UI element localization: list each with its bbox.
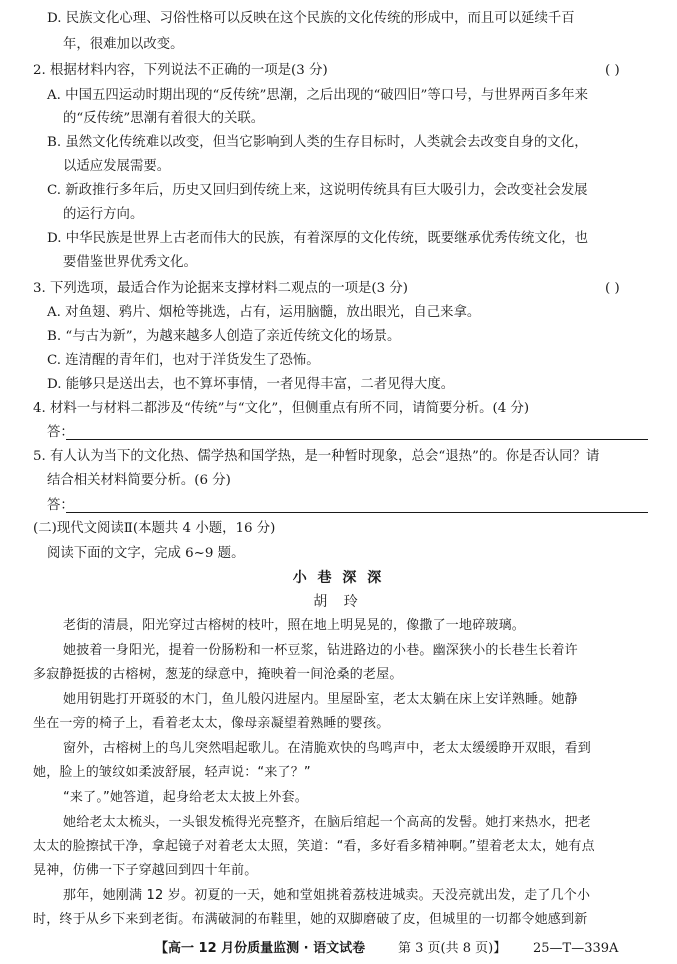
- question-5-stem-line1: 5. 有人认为当下的文化热、儒学热和国学热，是一种暂时现象，总会“退热”的。你是否认同？请: [33, 449, 600, 464]
- story-author: 胡 玲: [313, 594, 364, 610]
- question-3-stem: 3. 下列选项，最适合作为论据来支撑材料二观点的一项是(3 分): [33, 281, 409, 296]
- q2-option-d-line1: D. 中华民族是世界上古老而伟大的民族，有着深厚的文化传统，既要继承优秀传统文化，也: [47, 231, 589, 246]
- question-4-answer-label: 答：: [47, 425, 74, 440]
- story-paragraph-6-line2: 太太的脸擦拭干净，拿起镜子对着老太太照，笑道：“看，多好看多精神啊。”望着老太太，她有点: [33, 839, 595, 854]
- q3-option-b: B. “与古为新”，为越来越多人创造了亲近传统文化的场景。: [47, 329, 401, 344]
- story-paragraph-2-line2: 多寂静挺拔的古榕树，葱茏的绿意中，掩映着一间沧桑的老屋。: [33, 667, 403, 682]
- q2-option-a-line2: 的“反传统”思潮有着很大的关联。: [63, 111, 265, 126]
- question-5-stem-line2: 结合相关材料简要分析。(6 分): [47, 473, 231, 488]
- q3-option-a: A. 对鱼翅、鸦片、烟枪等挑选，占有，运用脑髓，放出眼光，自己来拿。: [47, 305, 481, 320]
- q2-option-b-line1: B. 虽然文化传统难以改变，但当它影响到人类的生存目标时，人类就会去改变自身的文化，: [47, 135, 588, 150]
- question-5-answer-label: 答：: [47, 498, 74, 513]
- story-paragraph-6-line1: 她给老太太梳头，一头银发梳得光亮整齐，在脑后绾起一个高高的发髻。她打来热水，把老: [63, 815, 592, 830]
- q2-option-c-line1: C. 新政推行多年后，历史又回归到传统上来，这说明传统具有巨大吸引力，会改变社会发展: [47, 183, 588, 198]
- question-4-answer-line[interactable]: [66, 439, 648, 440]
- story-paragraph-7-line2: 时，终于从乡下来到老街。布满破洞的布鞋里，她的双脚磨破了皮，但城里的一切都令她感到新: [33, 912, 588, 927]
- question-2-answer-bracket: ( ): [605, 63, 620, 78]
- story-paragraph-4-line2: 她，脸上的皱纹如柔波舒展，轻声说：“来了？”: [33, 765, 311, 780]
- story-paragraph-1: 老街的清晨，阳光穿过古榕树的枝叶，照在地上明晃晃的，像撒了一地碎玻璃。: [63, 618, 526, 633]
- q1-option-d-line2: 年，很难加以改变。: [63, 37, 184, 52]
- story-paragraph-5: “来了。”她答道，起身给老太太披上外套。: [63, 790, 308, 805]
- story-paragraph-7-line1: 那年，她刚满 12 岁。初夏的一天，她和堂姐挑着荔枝进城卖。天没亮就出发，走了几个小: [63, 888, 591, 903]
- story-title: 小 巷 深 深: [292, 570, 385, 586]
- question-5-answer-line[interactable]: [66, 512, 648, 513]
- question-2-stem: 2. 根据材料内容，下列说法不正确的一项是(3 分): [33, 63, 328, 78]
- section-2-heading: (二)现代文阅读Ⅱ(本题共 4 小题，16 分): [33, 521, 276, 536]
- section-2-instruction: 阅读下面的文字，完成 6~9 题。: [47, 546, 245, 561]
- story-paragraph-6-line3: 晃神，仿佛一下子穿越回到四十年前。: [33, 863, 258, 878]
- question-3-answer-bracket: ( ): [605, 281, 620, 296]
- q3-option-c: C. 连清醒的青年们，也对于洋货发生了恐怖。: [47, 353, 320, 368]
- story-paragraph-3-line2: 坐在一旁的椅子上，看着老太太，像母亲凝望着熟睡的婴孩。: [33, 716, 390, 731]
- q1-option-d-line1: D. 民族文化心理、习俗性格可以反映在这个民族的文化传统的形成中，而且可以延续千百: [47, 11, 575, 26]
- q3-option-d: D. 能够只是送出去，也不算坏事情，一者见得丰富，二者见得大度。: [47, 377, 455, 392]
- story-paragraph-4-line1: 窗外，古榕树上的鸟儿突然唱起歌儿。在清脆欢快的鸟鸣声中，老太太缓缓睁开双眼，看到: [63, 741, 592, 756]
- q2-option-c-line2: 的运行方向。: [63, 207, 144, 222]
- footer-exam-code: 25—T—339A: [533, 941, 619, 956]
- question-4-stem: 4. 材料一与材料二都涉及“传统”与“文化”，但侧重点有所不同，请简要分析。(4 分): [33, 401, 530, 416]
- story-paragraph-3-line1: 她用钥匙打开斑驳的木门，鱼儿般闪进屋内。里屋卧室，老太太躺在床上安详熟睡。她静: [63, 692, 578, 707]
- q2-option-d-line2: 要借鉴世界优秀文化。: [63, 255, 197, 270]
- footer-page-number: 第 3 页(共 8 页)】: [398, 941, 507, 956]
- story-paragraph-2-line1: 她披着一身阳光，提着一份肠粉和一杯豆浆，钻进路边的小巷。幽深狭小的长巷生长着许: [63, 643, 578, 658]
- q2-option-b-line2: 以适应发展需要。: [63, 159, 171, 174]
- q2-option-a-line1: A. 中国五四运动时期出现的“反传统”思潮，之后出现的“破四旧”等口号，与世界两百多年来: [47, 88, 589, 103]
- footer-exam-title: 【高一 12 月份质量监测 · 语文试卷: [155, 941, 366, 956]
